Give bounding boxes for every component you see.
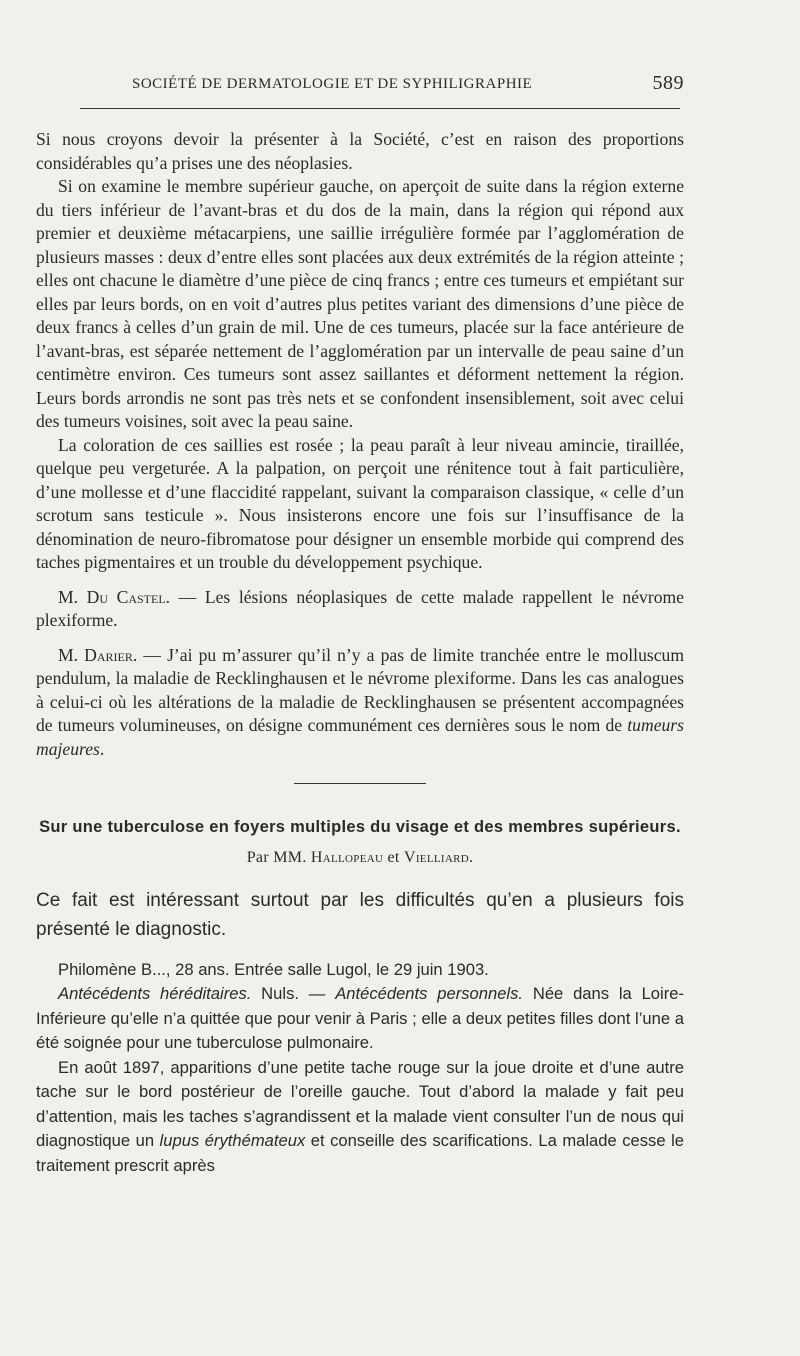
- discussion-darier: [36, 644, 684, 762]
- header-rule: [80, 108, 680, 109]
- section-divider: [294, 783, 426, 784]
- author-name: Vielliard: [403, 849, 469, 866]
- paragraph: Si nous croyons devoir la présenter à la Société, c’est en raison des proportions considérables qu’a prises une des néoplasies.: [36, 129, 684, 173]
- case-paragraph: [36, 1056, 684, 1179]
- body-text: [36, 128, 684, 1178]
- case-text: Née dans la Loire-Inférieure qu’elle n’a quittée que pour venir à Paris ; elle a deux petites filles dont l’une a été soignée pour une tuberculose pulmonaire.: [36, 984, 684, 1052]
- case-report: [36, 958, 684, 1179]
- byline-and: et: [383, 849, 404, 866]
- italic-term: tumeurs majeures: [36, 715, 684, 759]
- running-header: [36, 74, 684, 98]
- speaker-name: M. Du Castel.: [58, 586, 171, 607]
- speaker-name: M. Darier.: [58, 644, 138, 665]
- speaker-text: — Les lésions néoplasiques de cette malade rappellent le névrome plexiforme.: [36, 586, 684, 630]
- section-title: Sur une tuberculose en foyers multiples du visage et des membres supérieurs.: [39, 818, 681, 836]
- speaker-text: — J’ai pu m’assurer qu’il n’y a pas de limite tranchée entre le molluscum pendulum, la maladie de Recklinghausen et le névrome plexiforme. Dans les cas analogues à celui-ci où les altérations de la maladie de Recklinghausen se présentent accompagnées de tumeurs volumineuses, on désigne communément ces dernières sous le nom de: [36, 644, 685, 735]
- discussion-castel: [36, 586, 684, 633]
- case-text: En août 1897, apparitions d’une petite tache rouge sur la joue droite et d’une autre tache sur le bord postérieur de l’oreille gauche. Tout d’abord la malade y fait peu d’attention, mais les taches s’agrandissent et la malade vient consulter l’un de nous qui diagnostique un: [36, 1057, 684, 1150]
- running-title: SOCIÉTÉ DE DERMATOLOGIE ET DE SYPHILIGRAPHIE: [132, 76, 533, 92]
- case-text: et conseille des scarifications. La malade cesse le traitement prescrit après: [36, 1131, 684, 1175]
- italic-heading: Antécédents personnels.: [335, 984, 524, 1003]
- case-paragraph: [36, 982, 684, 1056]
- paragraph: Si on examine le membre supérieur gauche, on aperçoit de suite dans la région externe du tiers inférieur de l’avant-bras et du dos de la main, dans la région qui répond aux premier et deuxième métacarpiens, une saillie irrégulière formée par l’agglomération de plusieurs masses : deux d’entre elles sont placées aux deux extrémités de la région atteinte ; elles ont chacune le diamètre d’une pièce de cinq francs ; entre ces tumeurs et empiétant sur elles par leurs bords, on en voit d’autres plus petites variant des dimensions d’une pièce de deux francs à celles d’un grain de mil. Une de ces tumeurs, placée sur la face antérieure de l’avant-bras, est séparée nettement de l’agglomération par un intervalle de peau saine d’un centimètre environ. Ces tumeurs sont assez saillantes et déforment nettement la région. Leurs bords arrondis ne sont pas très nets et se confondent insensiblement, soit avec celui des tumeurs voisines, soit avec la peau saine.: [36, 176, 684, 431]
- abstract: Ce fait est intéressant surtout par les difficultés qu’en a plusieurs fois présenté le diagnostic.: [36, 889, 684, 940]
- punctuation: .: [99, 738, 105, 759]
- paragraph: La coloration de ces saillies est rosée ; la peau paraît à leur niveau amincie, tiraillée, quelque peu vergeturée. A la palpation, on perçoit une rénitence tout à fait particulière, d’une mollesse et d’une flaccidité rappelant, suivant la comparaison classique, « celle d’un scrotum sans testicule ». Nous insisterons encore une fois sur l’insuffisance de la dénomination de neuro-fibromatose pour désigner un ensemble morbide qui comprend des taches pigmentaires et un trouble du développement psychique.: [36, 434, 684, 572]
- byline: [36, 846, 684, 870]
- italic-heading: Antécédents héréditaires.: [58, 984, 252, 1003]
- case-text: Nuls. —: [251, 984, 336, 1003]
- italic-term: lupus érythémateux: [159, 1131, 306, 1150]
- page-number: 589: [652, 72, 684, 94]
- punctuation: .: [468, 849, 474, 866]
- case-paragraph: Philomène B..., 28 ans. Entrée salle Lugol, le 29 juin 1903.: [58, 959, 489, 979]
- byline-prefix: Par MM.: [246, 849, 311, 866]
- author-name: Hallopeau: [310, 849, 384, 866]
